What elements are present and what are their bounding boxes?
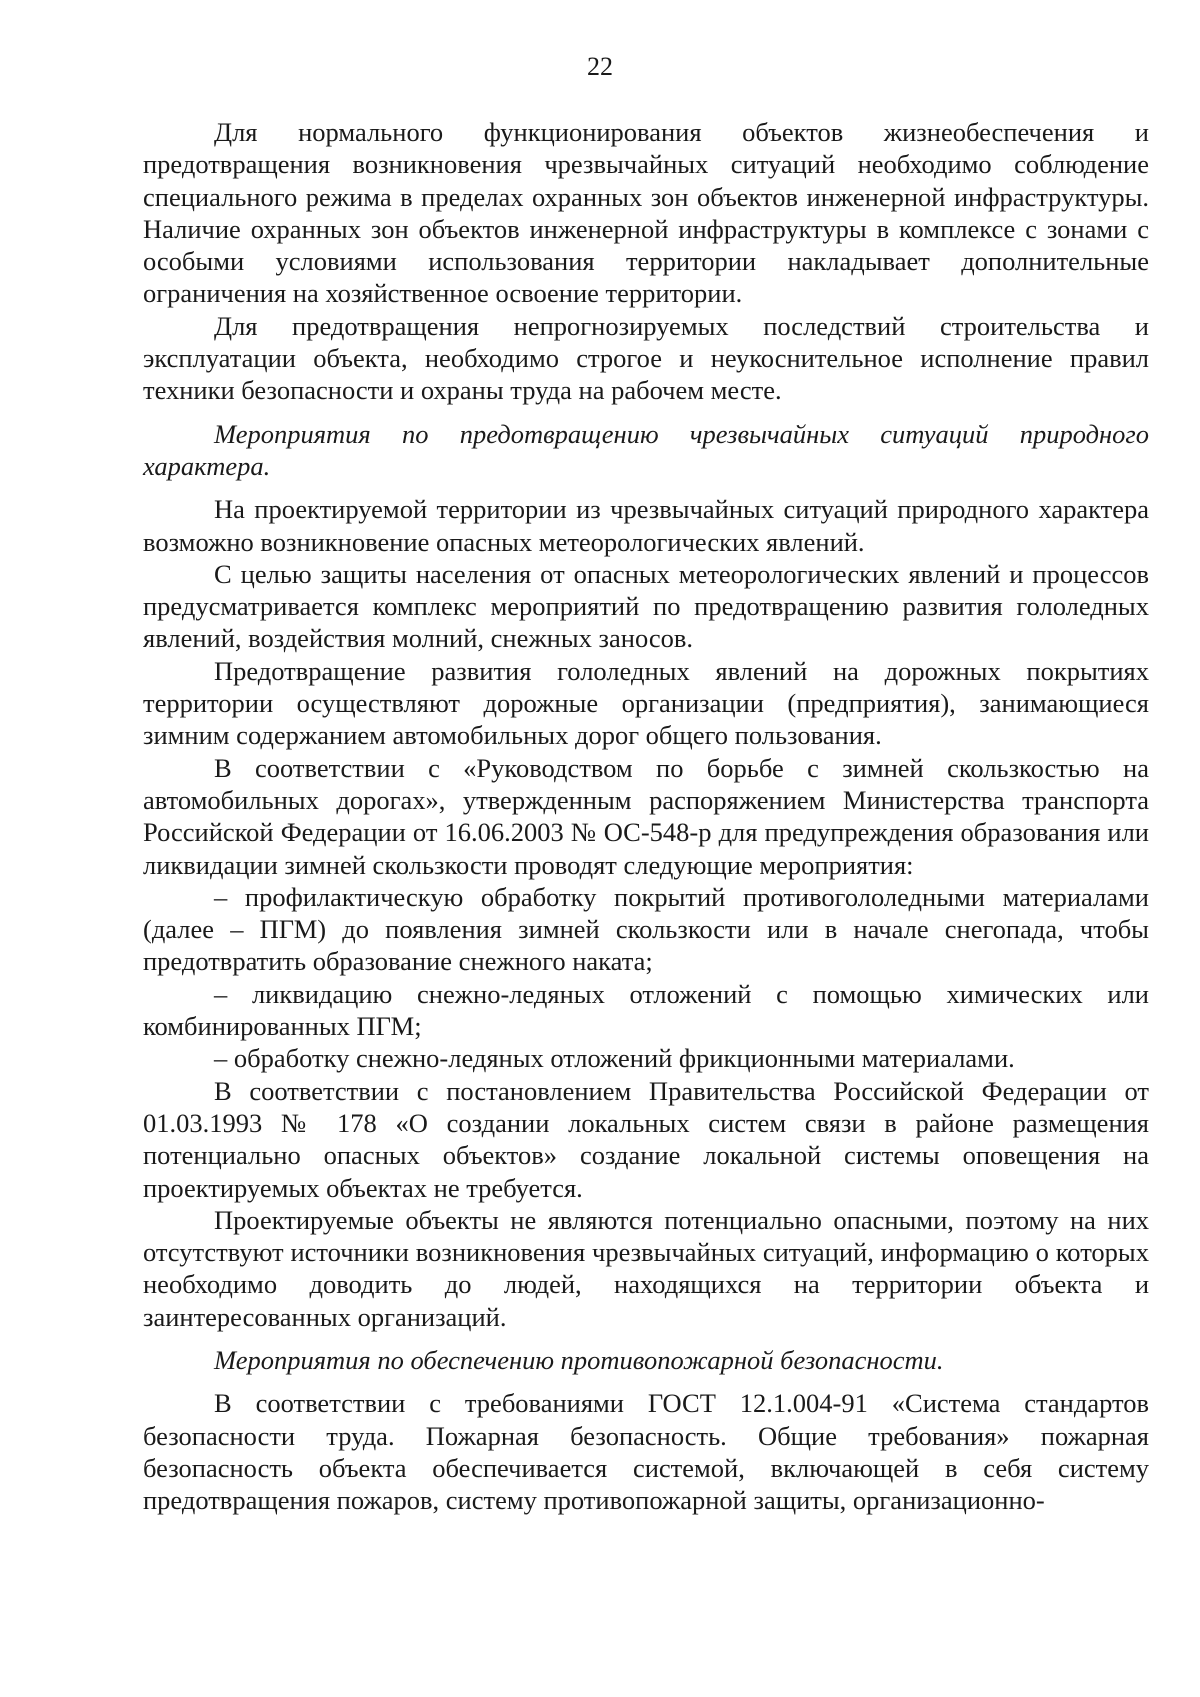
- paragraph-safety-rules: Для предотвращения непрогнозируемых последствий строительства и эксплуатации объекта, необходимо строгое и неукоснительное исполнение правил техники безопасности и охраны труда на рабочем месте.: [143, 310, 1149, 406]
- paragraph-meteorological-hazards: На проектируемой территории из чрезвычайных ситуаций природного характера возможно возникновение опасных метеорологических явлений.: [143, 494, 1149, 557]
- list-item-chemical-removal: – ликвидацию снежно-ледяных отложений с помощью химических или комбинированных ПГМ;: [143, 978, 1149, 1042]
- section-heading-natural-emergencies: Мероприятия по предотвращению чрезвычайных ситуаций природного характера.: [143, 418, 1149, 481]
- paragraph-ice-prevention: Предотвращение развития гололедных явлений на дорожных покрытиях территории осуществляют дорожные организации (предприятия), занимающиеся зимним содержанием автомобильных дорог общего пользования.: [143, 655, 1149, 751]
- section-heading-fire-safety: Мероприятия по обеспечению противопожарной безопасности.: [214, 1344, 944, 1375]
- paragraph-protection-measures: С целью защиты населения от опасных метеорологических явлений и процессов предусматривается комплекс мероприятий по предотвращению развития гололедных явлений, воздействия молний, снежных заносов.: [143, 558, 1149, 654]
- paragraph-not-hazardous: Проектируемые объекты не являются потенциально опасными, поэтому на них отсутствуют источники возникновения чрезвычайных ситуаций, информацию о которых необходимо доводить до людей, находящихся на территории объекта и заинтересованных организаций.: [143, 1204, 1149, 1332]
- paragraph-warning-system: В соответствии с постановлением Правительства Российской Федерации от 01.03.1993 № 178 «О создании локальных систем связи в районе размещения потенциально опасных объектов» создание локальной системы оповещения на проектируемых объектах не требуется.: [143, 1075, 1149, 1203]
- paragraph-safety-zones: Для нормального функционирования объектов жизнеобеспечения и предотвращения возникновения чрезвычайных ситуаций необходимо соблюдение специального режима в пределах охранных зон объектов инженерной инфраструктуры. Наличие охранных зон объектов инженерной инфраструктуры в комплексе с зонами с особыми условиями использования территории накладывает дополнительные ограничения на хозяйственное освоение территории.: [143, 117, 1149, 309]
- list-item-friction-treatment: – обработку снежно-ледяных отложений фрикционными материалами.: [214, 1043, 1015, 1074]
- page-number: 22: [587, 52, 613, 81]
- paragraph-fire-safety-standard: В соответствии с требованиями ГОСТ 12.1.004-91 «Система стандартов безопасности труда. Пожарная безопасность. Общие требования» пожарная безопасность объекта обеспечивается системой, включающей в себя систему предотвращения пожаров, систему противопожарной защиты, организационно-: [143, 1388, 1149, 1516]
- list-item-preventive-treatment: – профилактическую обработку покрытий противогололедными материалами (далее – ПГМ) до появления зимней скользкости или в начале снегопада, чтобы предотвратить образование снежного наката;: [143, 881, 1149, 977]
- document-body: [143, 116, 1149, 1516]
- paragraph-winter-slipperiness-guidance: В соответствии с «Руководством по борьбе с зимней скользкостью на автомобильных дорогах», утвержденным распоряжением Министерства транспорта Российской Федерации от 16.06.2003 № ОС-548-р для предупреждения образования или ликвидации зимней скользкости проводят следующие мероприятия:: [143, 752, 1149, 880]
